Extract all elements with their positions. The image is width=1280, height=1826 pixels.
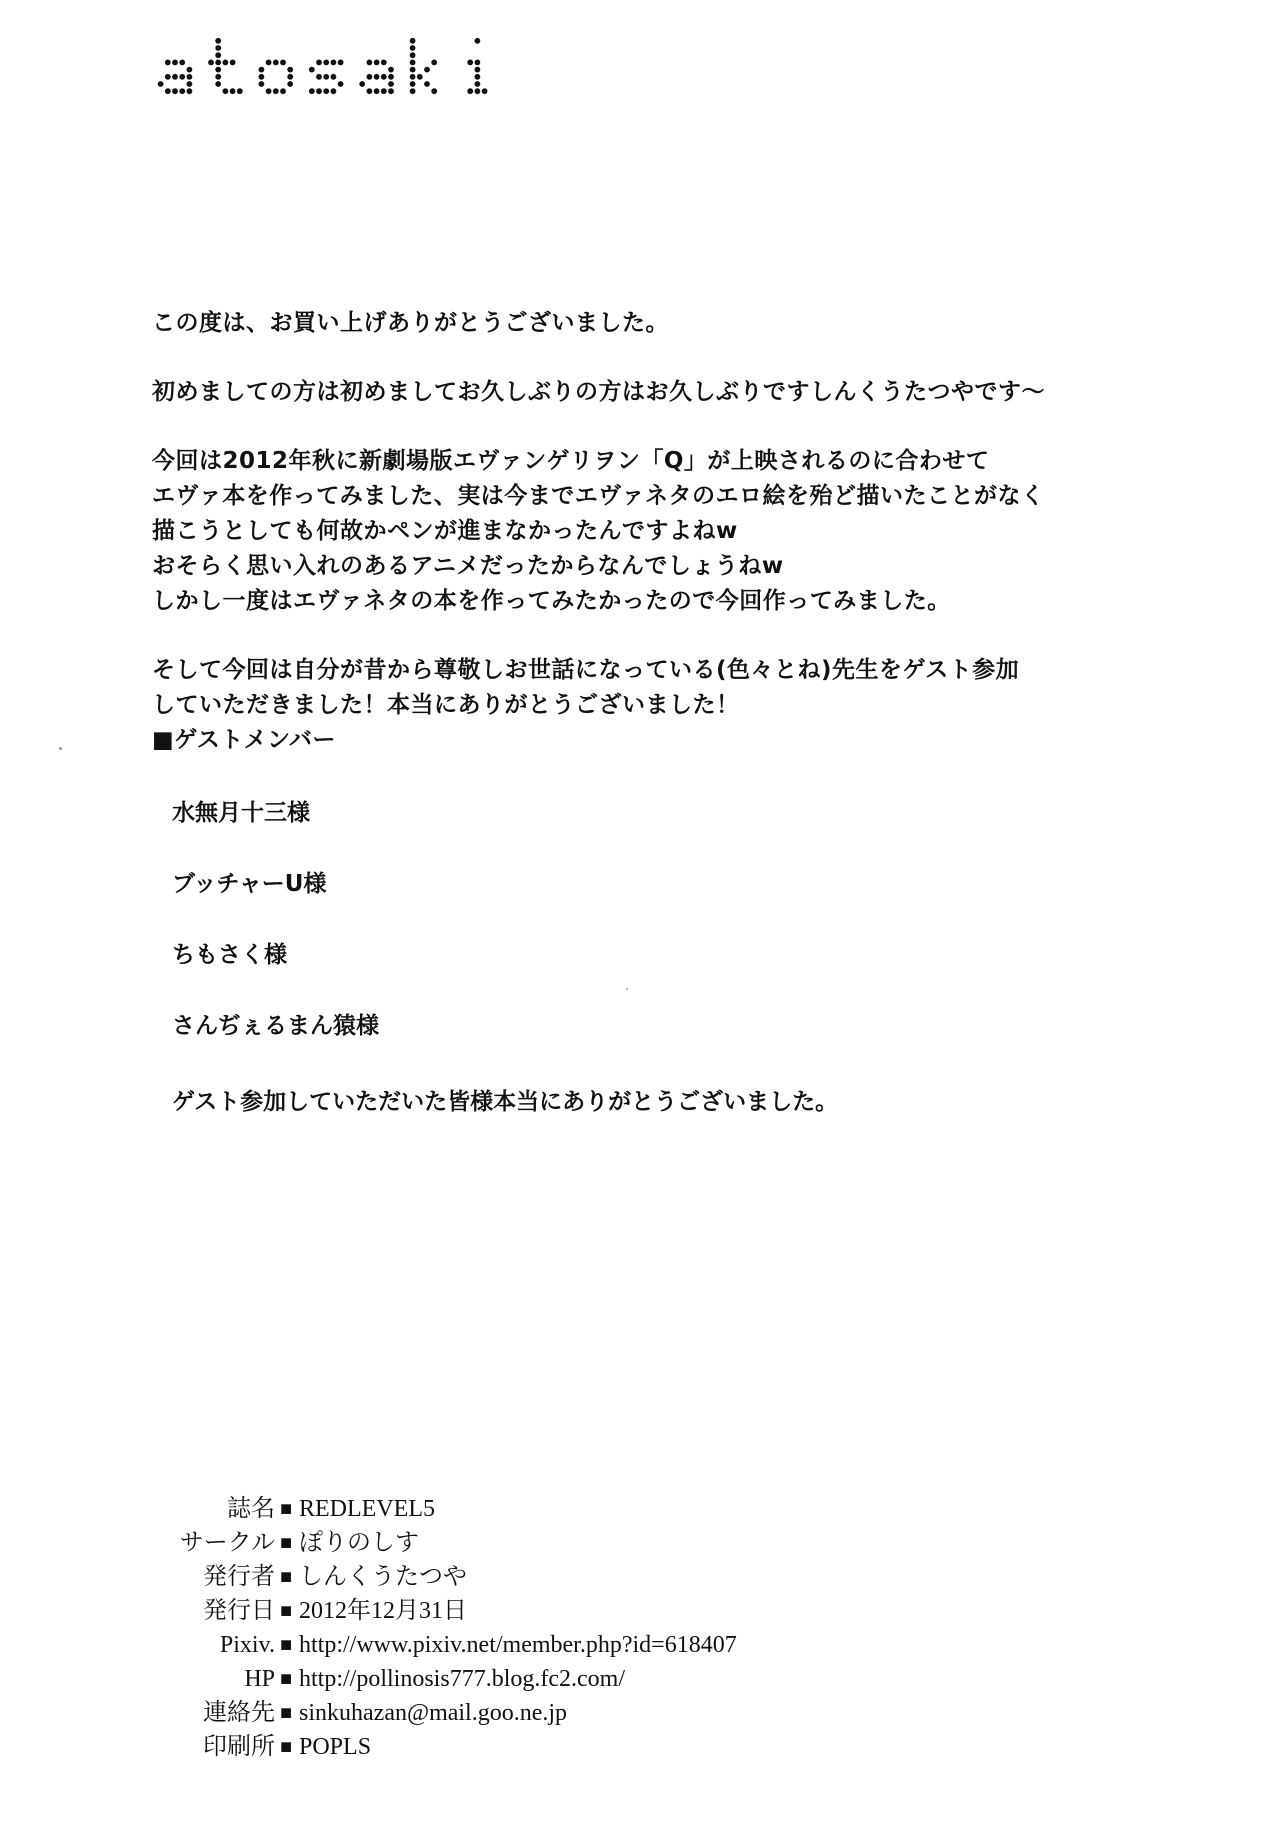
guest-name: 水無月十三様	[172, 800, 310, 826]
title-dot	[410, 74, 416, 80]
title-dot	[367, 74, 373, 80]
title-letter-a	[359, 60, 394, 95]
title-dot	[309, 67, 315, 73]
title-letter-k	[410, 38, 437, 94]
title-dot	[323, 60, 329, 66]
title-dot	[215, 38, 221, 44]
title-dot	[179, 74, 185, 80]
colophon-separator: ■	[279, 1668, 293, 1690]
colophon-value: http://pollinosis777.blog.fc2.com/	[299, 1666, 625, 1692]
title-dot	[215, 81, 221, 87]
guest-name: ちもさく様	[172, 942, 287, 968]
title-dot	[424, 81, 430, 87]
colophon-separator: ■	[279, 1634, 293, 1656]
title-dot	[273, 60, 279, 66]
title-dot	[388, 67, 394, 73]
title-dot	[374, 88, 380, 94]
body-line: していただきました！本当にありがとうございました！	[152, 692, 740, 718]
afterword-body	[152, 306, 1212, 792]
title-dot	[187, 81, 193, 87]
colophon-value: POPLS	[299, 1734, 372, 1760]
title-dot	[266, 88, 272, 94]
scan-speck	[59, 747, 62, 750]
title-dot	[475, 60, 481, 66]
title-dot	[187, 67, 193, 73]
title-dot	[309, 88, 315, 94]
title-dot	[381, 88, 387, 94]
scan-speck	[626, 988, 628, 990]
body-line: この度は、お買い上げありがとうございました。	[152, 310, 669, 336]
body-paragraph	[152, 444, 1212, 619]
title-dot	[230, 60, 236, 66]
colophon-value: http://www.pixiv.net/member.php?id=618407	[299, 1632, 737, 1658]
title-dot	[280, 88, 286, 94]
title-dot	[374, 74, 380, 80]
title-dot	[338, 81, 344, 87]
colophon-label: 印刷所	[203, 1734, 275, 1760]
colophon-row	[140, 1594, 737, 1628]
title-dot	[410, 88, 416, 94]
title-dot	[215, 60, 221, 66]
title-dot	[323, 74, 329, 80]
title-dot	[208, 60, 214, 66]
title-dot	[259, 67, 265, 73]
title-dot	[374, 60, 380, 66]
colophon-separator: ■	[279, 1498, 293, 1520]
colophon-label: 誌名	[227, 1496, 275, 1522]
title-dot	[431, 88, 437, 94]
body-line: ■ゲストメンバー	[152, 727, 336, 753]
colophon-separator: ■	[279, 1532, 293, 1554]
title-dot	[287, 81, 293, 87]
title-dot	[381, 60, 387, 66]
title-dot	[259, 74, 265, 80]
title-dot	[338, 60, 344, 66]
title-dot	[215, 52, 221, 58]
title-dot	[331, 88, 337, 94]
title-dot	[410, 81, 416, 87]
title-dot	[367, 88, 373, 94]
title-dot	[237, 88, 243, 94]
colophon-row	[140, 1662, 737, 1696]
colophon-row	[140, 1560, 737, 1594]
title-dot	[359, 81, 365, 87]
title-dot	[410, 38, 416, 44]
title-dot	[410, 45, 416, 51]
body-paragraph	[152, 306, 1212, 341]
title-dot	[316, 88, 322, 94]
title-dot	[323, 88, 329, 94]
title-dot	[410, 67, 416, 73]
title-dot	[172, 88, 178, 94]
guest-name: ブッチャーU様	[172, 871, 327, 897]
title-dot	[410, 60, 416, 66]
title-dot	[223, 60, 229, 66]
title-dot	[388, 81, 394, 87]
title-dot	[388, 74, 394, 80]
guest-list	[172, 798, 379, 1082]
title-dot	[172, 74, 178, 80]
title-dot	[467, 60, 473, 66]
colophon-row	[140, 1526, 737, 1560]
title-letter-a	[158, 60, 193, 95]
title-dot	[388, 88, 394, 94]
colophon-row	[140, 1492, 737, 1526]
title-dot	[475, 88, 481, 94]
body-line: エヴァ本を作ってみました、実は今までエヴァネタのエロ絵を殆ど描いたことがなく	[152, 483, 1045, 509]
colophon-separator: ■	[279, 1566, 293, 1588]
title-dot	[215, 74, 221, 80]
colophon-separator: ■	[279, 1702, 293, 1724]
colophon-value: REDLEVEL5	[299, 1496, 435, 1522]
title-letter-i	[467, 38, 487, 94]
colophon-label: 発行日	[203, 1598, 275, 1624]
body-line: 描こうとしても何故かペンが進まなかったんですよねw	[152, 518, 738, 544]
body-line: しかし一度はエヴァネタの本を作ってみたかったので今回作ってみました。	[152, 588, 951, 614]
title-dot	[410, 52, 416, 58]
title-dot	[165, 88, 171, 94]
title-dot	[424, 67, 430, 73]
colophon-separator: ■	[279, 1736, 293, 1758]
colophon-row	[140, 1730, 737, 1764]
title-dot	[475, 67, 481, 73]
title-logo	[155, 28, 555, 98]
title-dot	[266, 60, 272, 66]
title-dot	[367, 60, 373, 66]
title-dot	[187, 74, 193, 80]
title-dot	[158, 81, 164, 87]
title-dot	[417, 74, 423, 80]
colophon-separator: ■	[279, 1600, 293, 1622]
colophon-label: HP	[244, 1666, 275, 1692]
guest-name: さんぢぇるまん猿様	[172, 1013, 379, 1039]
title-dot	[215, 67, 221, 73]
title-dot	[381, 74, 387, 80]
body-line: そして今回は自分が昔から尊敬しお世話になっている(色々とね)先生をゲスト参加	[152, 657, 1020, 683]
title-letter-t	[208, 38, 243, 94]
colophon-label: 発行者	[203, 1564, 275, 1590]
title-dot	[230, 88, 236, 94]
title-dot	[287, 74, 293, 80]
colophon-value: sinkuhazan@mail.goo.ne.jp	[299, 1700, 568, 1726]
title-dot	[187, 88, 193, 94]
title-dot	[172, 60, 178, 66]
title-dot	[165, 60, 171, 66]
guest-thanks-line: ゲスト参加していただいた皆様本当にありがとうございました。	[172, 1089, 839, 1115]
title-dot	[431, 60, 437, 66]
colophon	[140, 1492, 737, 1764]
body-line: おそらく思い入れのあるアニメだったからなんでしょうねw	[152, 553, 784, 579]
colophon-row	[140, 1628, 737, 1662]
title-dot	[316, 60, 322, 66]
title-dot	[316, 74, 322, 80]
colophon-value: 2012年12月31日	[299, 1598, 467, 1624]
title-dot	[475, 74, 481, 80]
colophon-label: 連絡先	[203, 1700, 275, 1726]
colophon-label: サークル	[179, 1530, 275, 1556]
title-dot	[273, 88, 279, 94]
title-dot	[259, 81, 265, 87]
title-dot	[179, 60, 185, 66]
title-dot	[475, 38, 481, 44]
body-line: 今回は2012年秋に新劇場版エヴァンゲリヲン「Q」が上映されるのに合わせて	[152, 448, 990, 474]
title-dot	[331, 74, 337, 80]
title-dot	[165, 74, 171, 80]
colophon-value: ぽりのしす	[299, 1530, 419, 1556]
title-dot	[280, 60, 286, 66]
colophon-row	[140, 1696, 737, 1730]
body-line: 初めましての方は初めましてお久しぶりの方はお久しぶりですしんくうたつやです～	[152, 379, 1045, 405]
colophon-label: Pixiv.	[219, 1632, 275, 1658]
title-dot	[215, 45, 221, 51]
title-letter-o	[259, 60, 294, 95]
dotted-title-text	[155, 28, 555, 98]
title-dot	[475, 81, 481, 87]
title-dot	[482, 88, 488, 94]
title-dot	[179, 88, 185, 94]
title-dot	[287, 67, 293, 73]
title-dot	[331, 60, 337, 66]
title-dot	[223, 88, 229, 94]
body-paragraph	[152, 375, 1212, 410]
title-dot	[467, 88, 473, 94]
colophon-value: しんくうたつや	[299, 1564, 467, 1590]
body-paragraph	[152, 653, 1212, 758]
title-letter-s	[309, 60, 344, 95]
